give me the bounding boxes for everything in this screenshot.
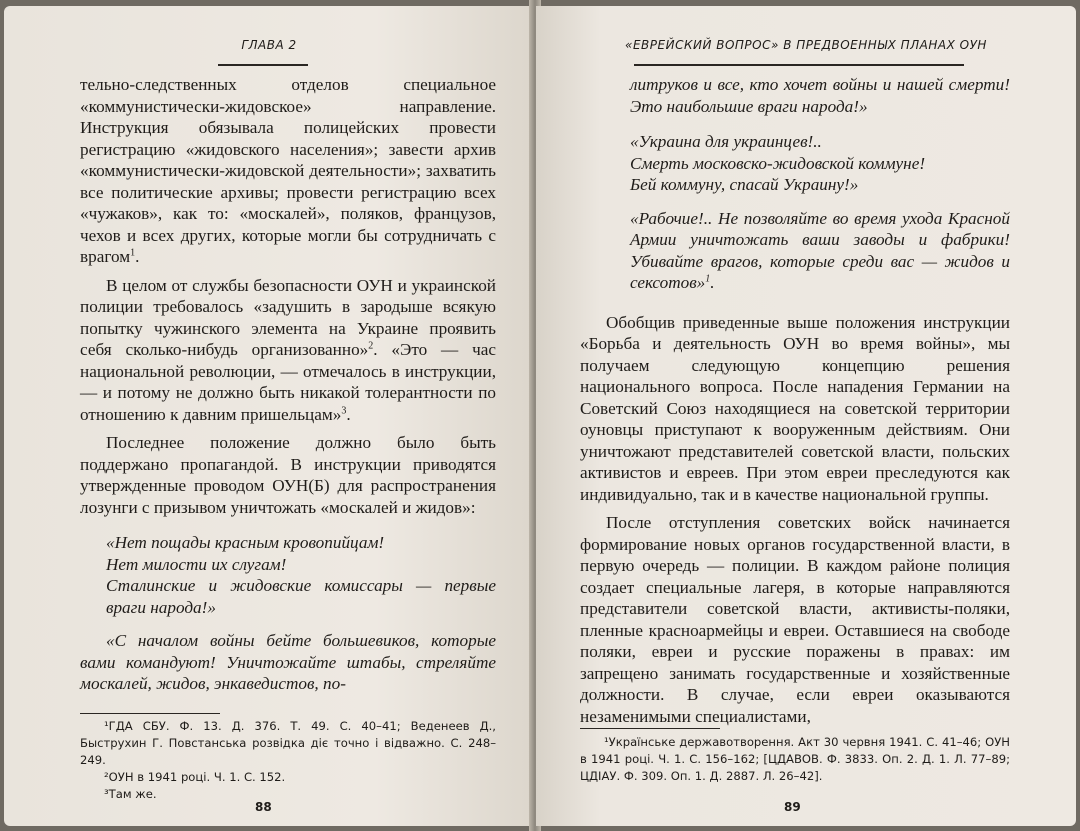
footnote: ¹Українське державотворення. Акт 30 червня 1941. С. 41–46; ОУН в 1941 році. Ч. 1. С. 156–162; [ЦДАВОВ. Ф. 3833. Оп. 2. Д. 1. Л. 77–89; ЦДІАУ. Ф. 309. Оп. 1. Д. 2887. Л. 26–42]. bbox=[580, 735, 1010, 783]
footnote-ref: 1 bbox=[130, 247, 136, 259]
quote-line: «Нет пощады красным кровопийцам! bbox=[106, 533, 385, 552]
running-head-rule-left bbox=[218, 64, 308, 66]
quote-line: Сталинские и жидовские комиссары — первые враги народа!» bbox=[106, 576, 496, 617]
left-page bbox=[4, 6, 534, 826]
paragraph: Обобщив приведенные выше положения инструкции «Борьба и деятельность ОУН во время войны», мы получаем следующую концепцию решения национального вопроса. После нападения Германии на Советский Союз находящиеся на советской территории оуновцы приступают к вооруженным действиям. Они уничтожают представителей советской власти, польских активистов и евреев. При этом евреи преследуются как индивидуально, так и в качестве национальной группы. bbox=[580, 312, 1010, 504]
running-head-left: ГЛАВА 2 bbox=[241, 38, 297, 52]
running-head-right: «ЕВРЕЙСКИЙ ВОПРОС» В ПРЕДВОЕННЫХ ПЛАНАХ ОУН bbox=[625, 38, 987, 52]
paragraph: тельно-следственных отделов специальное «коммунистически-жидовское» направление. Инструкция обязывала полицейских провести регистрацию «жидовского населения»; завести архив «коммунистически-жидовской деятельности»; захватить все политические архивы; провести регистрацию всех «чужаков», как то: «москалей», поляков, французов, чехов и всех других, которые могли бы сотрудничать с врагом$^1$. bbox=[80, 75, 496, 266]
paragraph: В целом от службы безопасности ОУН и украинской полиции требовалось «задушить в зародыше всякую попытку чужинского элемента на Украине проявить себя сколько-нибудь организованно»$^2$. «Это — час национальной революции, — отмечалось в инструкции, — и потому не должно быть никакой толерантности по отношению к давним пришельцам»$^3$. bbox=[80, 275, 496, 424]
quote-text: «Рабочие!.. Не позволяйте во время ухода Красной Армии уничтожать ваши заводы и фабрики! Убивайте врагов, которые среди вас — жидов и сексотов» bbox=[630, 208, 1010, 292]
paragraph: Последнее положение должно было быть поддержано пропагандой. В инструкции приводятся утвержденные проводом ОУН(Б) для распространения лозунги с призывом уничтожать «москалей и жидов»: bbox=[80, 433, 496, 517]
running-head-rule-right bbox=[634, 64, 964, 66]
left-footnotes bbox=[80, 718, 496, 803]
footnote-rule bbox=[80, 713, 220, 714]
slogan-quote-b: «Рабочие!.. Не позволяйте во время ухода Красной Армии уничтожать ваши заводы и фабрики! Убивайте врагов, которые среди вас — жидов и сексотов»$^1$. bbox=[630, 208, 1010, 292]
paragraph-text: В целом от службы безопасности ОУН и украинской полиции требовалось «задушить в зародыше всякую попытку чужинского элемента на Украине проявить себя сколько-нибудь организованно» bbox=[80, 275, 496, 359]
left-body-text bbox=[80, 74, 496, 695]
paragraph: После отступления советских войск начинается формирование новых органов государственной власти, в первую очередь — полиции. В каждом районе полиция создает специальные лагеря, в которые направляются представители советской власти, активисты-поляки, пленные красноармейцы и евреи. Оставшиеся на свободе поляки, евреи и русские поражены в правах: им запрещено занимать государственные и хозяйственные должности. В случае, если евреи оказываются незаменимыми специалистами, bbox=[580, 513, 1010, 726]
footnote: ³Там же. bbox=[104, 787, 157, 801]
paragraph-text: «Это — час национальной революции, — отмечалось в инструкции, — и потому не должно быть никакой толерантности по отношению к давним пришельцам» bbox=[80, 340, 496, 424]
slogan-quote bbox=[80, 532, 496, 618]
right-body-text bbox=[580, 74, 1010, 727]
quote-line: Смерть московско-жидовской коммуне! bbox=[630, 153, 926, 173]
quote-line: Нет милости их слугам! bbox=[106, 554, 287, 574]
footnote-ref: 3 bbox=[341, 404, 347, 416]
footnote-rule bbox=[580, 728, 720, 729]
footnote-ref: 2 bbox=[368, 340, 374, 352]
quote-line: «Украина для украинцев!.. bbox=[630, 132, 822, 151]
right-page bbox=[536, 6, 1076, 826]
footnote: ¹ГДА СБУ. Ф. 13. Д. 376. Т. 49. С. 40–41; Веденеев Д., Быструхин Г. Повстанська розвідка діє точно і відважно. С. 248–249. bbox=[80, 719, 496, 767]
slogan-quote-a bbox=[580, 131, 1010, 196]
slogan-quote-2: «С началом войны бейте большевиков, которые вами командуют! Уничтожайте штабы, стреляйте москалей, жидов, энкаведистов, по- bbox=[80, 631, 496, 693]
paragraph-text: тельно-следственных отделов специальное «коммунистически-жидовское» направление. Инструкция обязывала полицейских провести регистрацию «жидовского населения»; завести архив «коммунистически-жидовской деятельности»; захватить все политические архивы; провести регистрацию всех «чужаков», как то: «москалей», поляков, французов, чехов и всех других, которые могли бы сотрудничать с врагом bbox=[80, 75, 496, 266]
footnote-ref: 1 bbox=[705, 273, 711, 285]
quote-line: Бей коммуну, спасай Украину!» bbox=[630, 175, 859, 194]
page-number-right: 89 bbox=[784, 800, 801, 814]
right-footnotes bbox=[580, 734, 1010, 785]
page-number-left: 88 bbox=[255, 800, 272, 814]
quote-continuation: литруков и все, кто хочет войны и нашей смерти! Это наибольшие враги народа!» bbox=[630, 75, 1010, 116]
footnote: ²ОУН в 1941 році. Ч. 1. С. 152. bbox=[104, 770, 286, 784]
